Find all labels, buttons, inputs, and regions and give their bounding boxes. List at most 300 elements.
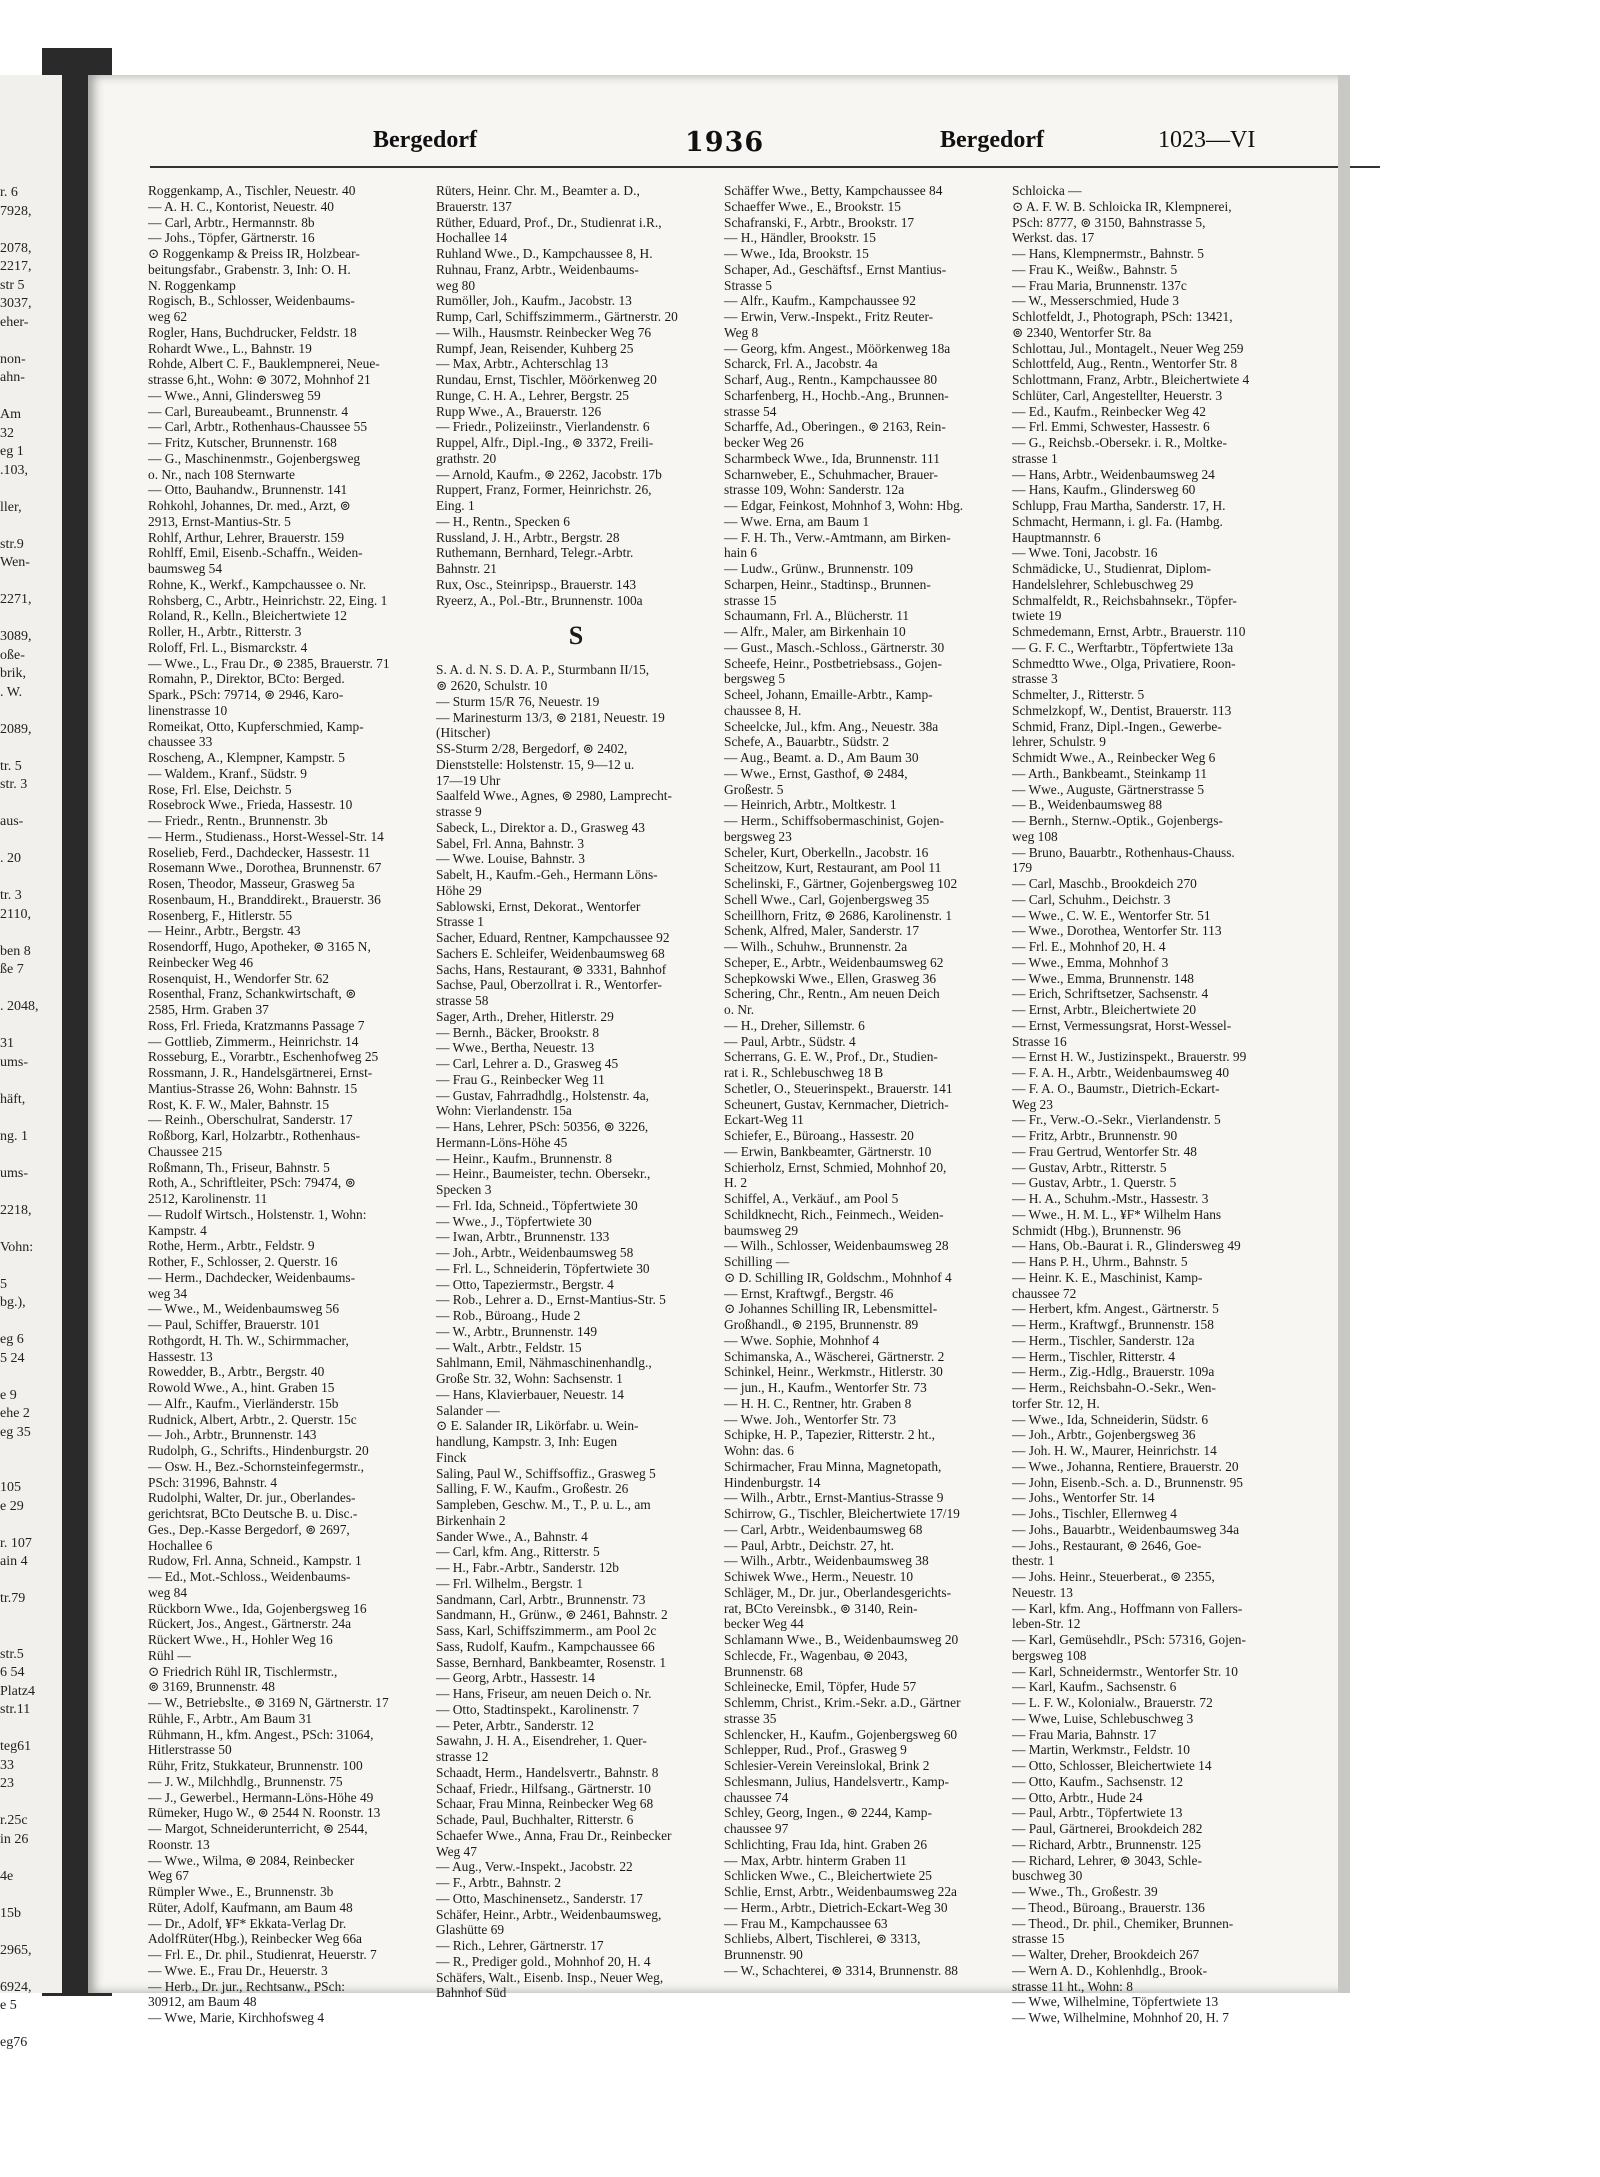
directory-entry: Rühle, F., Arbtr., Am Baum 31 [148, 1710, 313, 1726]
left-page-text-fragment: eg 35 [0, 1424, 31, 1440]
directory-entry: Sabeck, L., Direktor a. D., Grasweg 43 [436, 819, 645, 835]
left-page-text-fragment: ahn- [0, 370, 25, 385]
directory-entry: — Wilh., Arbtr., Weidenbaumsweg 38 [724, 1553, 929, 1569]
directory-entry: Rühl — [148, 1647, 191, 1663]
directory-entry: — Max, Arbtr., Achterschlag 13 [436, 356, 609, 372]
directory-entry: Strasse 16 [1012, 1033, 1067, 1049]
directory-entry: — Karl, Gemüsehdlr., PSch: 57316, Gojen- [1012, 1632, 1246, 1647]
directory-entry: Roßborg, Karl, Holzarbtr., Rothenhaus- [148, 1128, 361, 1143]
directory-entry: — Rob., Büroang., Hude 2 [436, 1308, 581, 1323]
directory-entry: — Carl, Bureaubeamt., Brunnenstr. 4 [148, 403, 349, 419]
directory-entry: Eckart-Weg 11 [724, 1112, 804, 1128]
directory-entry: weg 80 [436, 277, 476, 293]
directory-entry: strasse 35 [724, 1710, 777, 1726]
directory-entry: Schepkowski Wwe., Ellen, Grasweg 36 [724, 970, 937, 986]
directory-entry: ⊙ E. Salander IR, Likörfabr. u. Wein- [436, 1418, 639, 1434]
directory-entry: Scharpen, Heinr., Stadtinsp., Brunnen- [724, 576, 931, 592]
directory-entry: weg 34 [148, 1285, 188, 1301]
directory-entry: Rohde, Albert C. F., Bauklempnerei, Neue- [148, 356, 380, 372]
directory-entry: Sawahn, J. H. A., Eisendreher, 1. Quer- [436, 1733, 647, 1749]
directory-entry: Rohkohl, Johannes, Dr. med., Arzt, ⊚ [148, 498, 351, 513]
directory-entry: Schimanska, A., Wäscherei, Gärtnerstr. 2 [724, 1348, 945, 1364]
directory-entry: Schmädicke, U., Studienrat, Diplom- [1012, 561, 1211, 576]
directory-entry: — Heinr., Baumeister, techn. Obersekr., [436, 1166, 651, 1182]
directory-entry: lehrer, Schulstr. 9 [1012, 734, 1106, 750]
directory-entry: Scheillhorn, Fritz, ⊚ 2686, Karolinenstr. 1 [724, 907, 953, 923]
left-page-text-fragment: r. 107 [0, 1535, 32, 1551]
directory-entry: 2913, Ernst-Mantius-Str. 5 [148, 513, 291, 529]
directory-entry: bergsweg 23 [724, 828, 792, 844]
directory-entry: Roloff, Frl. L., Bismarckstr. 4 [148, 639, 308, 655]
directory-entry: — Johs., Restaurant, ⊚ 2646, Goe- [1012, 1537, 1202, 1553]
directory-entry: Rowold Wwe., A., hint. Graben 15 [148, 1380, 335, 1395]
directory-entry: — Erwin, Bankbeamter, Gärtnerstr. 10 [724, 1143, 932, 1159]
directory-entry: — Herm., Arbtr., Dietrich-Eckart-Weg 30 [724, 1899, 948, 1915]
directory-entry: ⊙ Roggenkamp & Preiss IR, Holzbear- [148, 246, 360, 261]
directory-entry: — Wwe. Toni, Jacobstr. 16 [1012, 545, 1158, 561]
directory-entry: Rohlff, Emil, Eisenb.-Schaffn., Weiden- [148, 545, 363, 561]
directory-entry: strasse 11 ht., Wohn: 8 [1012, 1978, 1133, 1994]
left-page-text-fragment: 2078, [0, 240, 32, 256]
directory-entry: — Wern A. D., Kohlenhdlg., Brook- [1012, 1962, 1208, 1978]
directory-entry: Glashütte 69 [436, 1922, 505, 1938]
directory-entry: Rosendorff, Hugo, Apotheker, ⊚ 3165 N, [148, 939, 371, 954]
directory-entry: Schlemm, Christ., Krim.-Sekr. a.D., Gärtner [724, 1695, 961, 1710]
left-page-text-fragment: eg 1 [0, 444, 24, 459]
directory-entry: baumsweg 29 [724, 1222, 799, 1238]
directory-entry: — G., Reichsb.-Obersekr. i. R., Moltke- [1012, 435, 1227, 450]
directory-entry: Rothe, Herm., Arbtr., Feldstr. 9 [148, 1238, 315, 1254]
directory-entry: linenstrasse 10 [148, 702, 228, 718]
directory-entry: Wohn: Vierlandenstr. 15a [436, 1103, 572, 1119]
directory-entry: Rosenberg, F., Hitlerstr. 55 [148, 907, 293, 923]
directory-entry: — G. F. C., Werftarbtr., Töpfertwiete 13a [1012, 639, 1234, 655]
directory-entry: Scharnweber, E., Schuhmacher, Brauer- [724, 466, 938, 482]
directory-entry: — Hans, Friseur, am neuen Deich o. Nr. [436, 1686, 652, 1701]
directory-entry: — Wwe. Erna, am Baum 1 [724, 513, 870, 529]
directory-entry: Neuestr. 13 [1012, 1584, 1073, 1600]
directory-entry: S. A. d. N. S. D. A. P., Sturmbann II/15, [436, 662, 650, 678]
directory-entry: — W., Schachterei, ⊚ 3314, Brunnenstr. 88 [724, 1962, 958, 1978]
directory-entry: — Ludw., Grünw., Brunnenstr. 109 [724, 561, 914, 576]
directory-entry: — Herm., Zig.-Hdlg., Brauerstr. 109a [1012, 1364, 1215, 1380]
directory-entry: Sander Wwe., A., Bahnstr. 4 [436, 1528, 588, 1544]
directory-entry: — Johs., Wentorfer Str. 14 [1012, 1490, 1155, 1506]
left-page-text-fragment: 32 [0, 425, 14, 441]
directory-entry: Rüter, Adolf, Kaufmann, am Baum 48 [148, 1899, 353, 1915]
directory-entry: Sampleben, Geschw. M., T., P. u. L., am [436, 1497, 651, 1512]
directory-entry: Hauptmannstr. 6 [1012, 529, 1101, 545]
directory-entry: Rückborn Wwe., Ida, Gojenbergsweg 16 [148, 1600, 367, 1616]
directory-entry: — Frl. Ida, Schneid., Töpfertwiete 30 [436, 1197, 638, 1213]
directory-entry: — Frau M., Kampchaussee 63 [724, 1915, 888, 1931]
directory-entry: Ryeerz, A., Pol.-Btr., Brunnenstr. 100a [436, 592, 643, 608]
directory-entry: — Heinrich, Arbtr., Moltkestr. 1 [724, 797, 897, 813]
directory-entry: ⊚ 2620, Schulstr. 10 [436, 678, 548, 693]
left-page-text-fragment: e 29 [0, 1498, 24, 1514]
directory-entry: strasse 109, Wohn: Sanderstr. 12a [724, 482, 905, 498]
directory-entry: Saalfeld Wwe., Agnes, ⊚ 2980, Lamprecht- [436, 788, 672, 804]
directory-entry: — Frau K., Weißw., Bahnstr. 5 [1012, 261, 1178, 277]
directory-entry: — Frl. Emmi, Schwester, Hassestr. 6 [1012, 419, 1210, 435]
directory-entry: Rudow, Frl. Anna, Schneid., Kampstr. 1 [148, 1553, 362, 1569]
directory-entry: Rohardt Wwe., L., Bahnstr. 19 [148, 340, 312, 356]
directory-entry: Roonstr. 13 [148, 1836, 210, 1852]
directory-entry: Schmidt Wwe., A., Reinbecker Weg 6 [1012, 750, 1216, 765]
directory-entry: Schlüter, Carl, Angestellter, Heuerstr. 3 [1012, 387, 1223, 403]
directory-entry: Rohne, K., Werkf., Kampchaussee o. Nr. [148, 576, 367, 592]
directory-entry: Sachs, Hans, Restaurant, ⊚ 3331, Bahnhof [436, 961, 667, 977]
left-page-text-fragment: Vohn: [0, 1239, 34, 1255]
directory-entry: — Aug., Beamt. a. D., Am Baum 30 [724, 750, 919, 765]
directory-entry: — Wilh., Schlosser, Weidenbaumsweg 28 [724, 1238, 949, 1254]
directory-entry: — Wwe., Th., Großestr. 39 [1012, 1884, 1158, 1899]
directory-entry: ⊚ 2340, Wentorfer Str. 8a [1012, 324, 1152, 340]
directory-entry: — F. H. Th., Verw.-Amtmann, am Birken- [724, 529, 951, 545]
left-page-text-fragment: in 26 [0, 1831, 29, 1847]
directory-entry: Rundau, Ernst, Tischler, Möörkenweg 20 [436, 372, 657, 387]
directory-entry: Hassestr. 13 [148, 1348, 213, 1364]
directory-entry: strasse 15 [724, 592, 777, 608]
directory-entry: Schaumann, Frl. A., Blücherstr. 11 [724, 608, 910, 624]
directory-entry: 2585, Hrm. Graben 37 [148, 1002, 269, 1017]
directory-entry: — Fr., Verw.-O.-Sekr., Vierlandenstr. 5 [1012, 1112, 1221, 1128]
directory-entry: — Theod., Dr. phil., Chemiker, Brunnen- [1012, 1915, 1234, 1931]
directory-entry: — Herb., Dr. jur., Rechtsanw., PSch: [148, 1978, 345, 1994]
directory-entry: Sandmann, H., Grünw., ⊚ 2461, Bahnstr. 2 [436, 1607, 668, 1623]
directory-entry: weg 108 [1012, 828, 1058, 844]
directory-entry: Schaar, Frau Minna, Reinbecker Weg 68 [436, 1796, 654, 1812]
directory-entry: — Heinr., Arbtr., Bergstr. 43 [148, 923, 301, 939]
directory-entry: Roland, R., Kelln., Bleichertwiete 12 [148, 608, 347, 624]
directory-entry: — Waldem., Kranf., Südstr. 9 [148, 765, 307, 781]
directory-entry: Scharfenberg, H., Hochb.-Ang., Brunnen- [724, 387, 949, 403]
directory-entry: Schlotfeldt, J., Photograph, PSch: 13421, [1012, 309, 1233, 324]
directory-entry: bergsweg 108 [1012, 1647, 1087, 1663]
directory-page [88, 75, 1350, 2025]
left-page-text-fragment: . 2048, [0, 999, 39, 1014]
directory-entry: Schmidt (Hbg.), Brunnenstr. 96 [1012, 1222, 1181, 1238]
directory-entry: Schlecde, Fr., Wagenbau, ⊚ 2043, [724, 1647, 908, 1663]
left-page-text-fragment: 2271, [0, 592, 32, 607]
directory-entry: — Frl. E., Dr. phil., Studienrat, Heuerstr. 7 [148, 1947, 377, 1962]
directory-entry: — Frau G., Reinbecker Weg 11 [436, 1071, 605, 1087]
directory-entry: — Wwe, Luise, Schlebuschweg 3 [1012, 1710, 1194, 1726]
directory-entry: Roller, H., Arbtr., Ritterstr. 3 [148, 624, 302, 639]
directory-entry: — F. A. O., Baumstr., Dietrich-Eckart- [1012, 1080, 1220, 1096]
directory-entry: Hermann-Löns-Höhe 45 [436, 1134, 568, 1150]
directory-entry: — Ed., Mot.-Schloss., Weidenbaums- [148, 1569, 351, 1584]
directory-entry: ⊙ D. Schilling IR, Goldschm., Mohnhof 4 [724, 1269, 952, 1285]
left-page-text-fragment: e 5 [0, 1998, 17, 2013]
directory-entry: Große Str. 32, Wohn: Sachsenstr. 1 [436, 1371, 623, 1386]
directory-entry: — Friedr., Rentn., Brunnenstr. 3b [148, 813, 328, 828]
directory-entry: Schmedtto Wwe., Olga, Privatiere, Roon- [1012, 655, 1236, 671]
directory-entry: Schäfer, Heinr., Arbtr., Weidenbaumsweg, [436, 1906, 662, 1922]
directory-entry: Schaeffer Wwe., E., Brookstr. 15 [724, 198, 901, 214]
directory-entry: — Rudolf Wirtsch., Holstenstr. 1, Wohn: [148, 1206, 367, 1222]
left-page-text-fragment: 2110, [0, 906, 31, 922]
directory-entry: Rogisch, B., Schlosser, Weidenbaums- [148, 293, 355, 309]
directory-entry: Rump, Carl, Schiffszimmerm., Gärtnerstr. 20 [436, 309, 678, 324]
directory-entry: strasse 3 [1012, 671, 1058, 687]
directory-entry: — Wwe., Anni, Glindersweg 59 [148, 387, 321, 403]
directory-entry: Roscheng, A., Klempner, Kampstr. 5 [148, 750, 345, 765]
directory-entry: Schmedemann, Ernst, Arbtr., Brauerstr. 110 [1012, 624, 1246, 639]
directory-entry: — Wwe., Ida, Brookstr. 15 [724, 246, 869, 261]
directory-entry: — Hans, Klavierbauer, Neuestr. 14 [436, 1386, 624, 1402]
directory-entry: Höhe 29 [436, 882, 482, 898]
directory-entry: — Wwe., H. M. L., ¥F* Wilhelm Hans [1012, 1206, 1222, 1222]
directory-entry: — Karl, Schneidermstr., Wentorfer Str. 10 [1012, 1663, 1238, 1679]
directory-entry: Weg 47 [436, 1843, 477, 1859]
directory-entry: Rudolph, G., Schrifts., Hindenburgstr. 20 [148, 1443, 369, 1458]
directory-entry: Russland, J. H., Arbtr., Bergstr. 28 [436, 529, 620, 545]
left-page-text-fragment: ehe 2 [0, 1406, 30, 1421]
directory-entry: Schaaf, Friedr., Hilfsang., Gärtnerstr. 10 [436, 1780, 651, 1796]
left-page-text-fragment: ums- [0, 1165, 28, 1181]
directory-entry: weg 62 [148, 309, 188, 324]
left-page-text-fragment: 15b [0, 1905, 21, 1921]
directory-entry: handlung, Kampstr. 3, Inh: Eugen [436, 1434, 618, 1449]
directory-entry: — Johs., Tischler, Ellernweg 4 [1012, 1506, 1177, 1521]
left-page-text-fragment: 2217, [0, 259, 32, 274]
directory-entry: — Karl, Kaufm., Sachsenstr. 6 [1012, 1679, 1177, 1695]
directory-entry: — Wwe. Joh., Wentorfer Str. 73 [724, 1411, 897, 1427]
directory-entry: — Gustav, Arbtr., 1. Querstr. 5 [1012, 1175, 1177, 1191]
directory-entry: Rumpf, Jean, Reisender, Kuhberg 25 [436, 340, 634, 356]
directory-entry: — Gustav, Fahrradhdlg., Holstenstr. 4a, [436, 1087, 649, 1103]
directory-entry: Rowedder, B., Arbtr., Bergstr. 40 [148, 1364, 325, 1380]
directory-entry: — Hans, Lehrer, PSch: 50356, ⊚ 3226, [436, 1119, 649, 1134]
directory-entry: Ruppel, Alfr., Dipl.-Ing., ⊚ 3372, Freili- [436, 435, 654, 450]
directory-entry: — Otto, Stadtinspekt., Karolinenstr. 7 [436, 1701, 640, 1717]
directory-entry: Rost, K. F. W., Maler, Bahnstr. 15 [148, 1096, 330, 1112]
left-page-text-fragment: häft, [0, 1091, 26, 1107]
directory-entry: — H., Dreher, Sillemstr. 6 [724, 1017, 865, 1033]
directory-entry: Rümeker, Hugo W., ⊚ 2544 N. Roonstr. 13 [148, 1805, 381, 1821]
directory-entry: PSch: 31996, Bahnstr. 4 [148, 1474, 278, 1490]
directory-entry: Schlupp, Frau Martha, Sanderstr. 17, H. [1012, 498, 1226, 513]
left-page-text-fragment: 6 54 [0, 1665, 25, 1680]
directory-entry: Rossmann, J. R., Handelsgärtnerei, Ernst- [148, 1065, 373, 1080]
directory-entry: Schmelzkopf, W., Dentist, Brauerstr. 113 [1012, 702, 1232, 718]
directory-entry: H. 2 [724, 1175, 748, 1191]
directory-entry: — H., Händler, Brookstr. 15 [724, 230, 876, 246]
directory-entry: Runge, C. H. A., Lehrer, Bergstr. 25 [436, 387, 629, 403]
directory-entry: Scharffe, Ad., Oberingen., ⊚ 2163, Rein- [724, 419, 946, 435]
directory-entry: Schäfers, Walt., Eisenb. Insp., Neuer Weg, [436, 1969, 664, 1985]
directory-entry: — Ernst, Arbtr., Bleichertwiete 20 [1012, 1002, 1197, 1017]
directory-entry: bergsweg 5 [724, 671, 786, 687]
directory-column-3 [724, 183, 1004, 1978]
directory-entry: grathstr. 20 [436, 450, 497, 466]
directory-entry: — Theod., Büroang., Brauerstr. 136 [1012, 1899, 1205, 1915]
directory-entry: — Joh. H. W., Maurer, Heinrichstr. 14 [1012, 1443, 1217, 1458]
directory-entry: Schipke, H. P., Tapezier, Ritterstr. 2 ht., [724, 1427, 936, 1443]
directory-entry: Schäffer Wwe., Betty, Kampchaussee 84 [724, 183, 943, 198]
directory-entry: — Wwe, Wilhelmine, Töpfertwiete 13 [1012, 1994, 1219, 2010]
directory-entry: Brunnenstr. 68 [724, 1663, 803, 1679]
directory-entry: 2512, Karolinenstr. 11 [148, 1191, 268, 1206]
directory-entry: Schafranski, F., Arbtr., Brookstr. 17 [724, 214, 915, 230]
left-page-text-fragment: Am [0, 407, 21, 422]
directory-entry: Rosenquist, H., Wendorfer Str. 62 [148, 970, 329, 986]
directory-entry: Schilling — [724, 1254, 790, 1269]
directory-entry: — Frl. E., Mohnhof 20, H. 4 [1012, 939, 1166, 954]
directory-entry: Schmalfeldt, R., Reichsbahnsekr., Töpfer- [1012, 592, 1237, 608]
directory-entry: — Carl, Arbtr., Weidenbaumsweg 68 [724, 1521, 923, 1537]
header-right-town: Bergedorf [940, 127, 1044, 153]
directory-entry: Schley, Georg, Ingen., ⊚ 2244, Kamp- [724, 1805, 932, 1821]
left-page-text-fragment: bg.), [0, 1295, 26, 1310]
directory-entry: — F. A. H., Arbtr., Weidenbaumsweg 40 [1012, 1065, 1230, 1080]
directory-entry: — W., Betriebslte., ⊚ 3169 N, Gärtnerstr. 17 [148, 1695, 389, 1710]
directory-entry: — Richard, Arbtr., Brunnenstr. 125 [1012, 1836, 1201, 1852]
directory-entry: Schelinski, F., Gärtner, Gojenbergsweg 102 [724, 876, 958, 891]
directory-entry: — Wwe, Wilhelmine, Mohnhof 20, H. 7 [1012, 2010, 1229, 2025]
directory-entry: — Georg, kfm. Angest., Möörkenweg 18a [724, 340, 951, 356]
directory-entry: — Georg, Arbtr., Hassestr. 14 [436, 1670, 595, 1686]
directory-entry: — Frau Maria, Bahnstr. 17 [1012, 1726, 1157, 1742]
directory-entry: — Carl, Arbtr., Hermannstr. 8b [148, 214, 315, 230]
directory-entry: — Wwe. Louise, Bahnstr. 3 [436, 851, 585, 867]
directory-entry: Schaper, Ad., Geschäftsf., Ernst Mantius- [724, 261, 947, 277]
directory-entry: Rückert, Jos., Angest., Gärtnerstr. 24a [148, 1616, 352, 1632]
directory-entry: Schlottmann, Franz, Arbtr., Bleichertwiete 4 [1012, 372, 1250, 387]
directory-entry: — Carl, Schuhm., Deichstr. 3 [1012, 891, 1171, 907]
directory-entry: — H. H. C., Rentner, htr. Graben 8 [724, 1395, 912, 1411]
directory-entry: Schering, Chr., Rentn., Am neuen Deich [724, 986, 940, 1002]
left-page-text-fragment: eg76 [0, 2035, 28, 2050]
directory-entry: — Wwe., Ernst, Gasthof, ⊚ 2484, [724, 765, 908, 781]
directory-entry: Hochallee 6 [148, 1537, 213, 1553]
left-page-text-fragment: brik, [0, 666, 27, 681]
directory-entry: Wohn: das. 6 [724, 1443, 794, 1458]
left-page-text-fragment: 33 [0, 1757, 14, 1773]
directory-entry: — Herm., Tischler, Ritterstr. 4 [1012, 1348, 1176, 1364]
directory-entry: — Carl, Maschb., Brookdeich 270 [1012, 876, 1197, 891]
directory-entry: Rüters, Heinr. Chr. M., Beamter a. D., [436, 183, 640, 198]
directory-entry: Ges., Dep.-Kasse Bergedorf, ⊚ 2697, [148, 1521, 350, 1537]
directory-entry: Salling, F. W., Kaufm., Großestr. 26 [436, 1481, 629, 1497]
directory-entry: Sass, Karl, Schiffszimmerm., am Pool 2c [436, 1623, 657, 1638]
directory-entry: — Otto, Bauhandw., Brunnenstr. 141 [148, 482, 348, 498]
directory-entry: — Wwe., M., Weidenbaumsweg 56 [148, 1301, 340, 1317]
left-page-text-fragment: ain 4 [0, 1554, 28, 1569]
directory-entry: SS-Sturm 2/28, Bergedorf, ⊚ 2402, [436, 741, 628, 756]
directory-entry: — Gottlieb, Zimmerm., Heinrichstr. 14 [148, 1033, 359, 1049]
directory-entry: — B., Weidenbaumsweg 88 [1012, 797, 1163, 813]
directory-entry: — F., Arbtr., Bahnstr. 2 [436, 1875, 562, 1890]
directory-entry: — Heinr. K. E., Maschinist, Kamp- [1012, 1269, 1203, 1285]
directory-entry: gerichtsrat, BCto Deutsche B. u. Disc.- [148, 1506, 358, 1521]
directory-entry: — Wwe., Johanna, Rentiere, Brauerstr. 20 [1012, 1458, 1239, 1474]
directory-entry: — Herm., Schiffsobermaschinist, Gojen- [724, 813, 944, 828]
left-page-text-fragment: 5 [0, 1276, 7, 1292]
directory-entry: ⊚ 3169, Brunnenstr. 48 [148, 1679, 275, 1695]
directory-entry: — Paul, Gärtnerei, Brookdeich 282 [1012, 1821, 1203, 1836]
directory-entry: — Richard, Lehrer, ⊚ 3043, Schle- [1012, 1852, 1202, 1868]
directory-entry: Schläger, M., Dr. jur., Oberlandesgerichts- [724, 1584, 952, 1600]
directory-entry: Rosenbaum, H., Branddirekt., Brauerstr. 36 [148, 891, 381, 907]
directory-entry: — Max, Arbtr. hinterm Graben 11 [724, 1852, 907, 1868]
directory-entry: Handelslehrer, Schlebuschweg 29 [1012, 576, 1194, 592]
directory-entry: Sass, Rudolf, Kaufm., Kampchaussee 66 [436, 1638, 655, 1654]
directory-entry: Schirrow, G., Tischler, Bleichertwiete 17/19 [724, 1506, 960, 1521]
directory-entry: Schinkel, Heinr., Werkmstr., Hitlerstr. 30 [724, 1364, 943, 1380]
directory-entry: Rohsberg, C., Arbtr., Heinrichstr. 22, Eing. 1 [148, 592, 388, 608]
directory-entry: Rothgordt, H. Th. W., Schirmmacher, [148, 1332, 349, 1348]
directory-entry: Großhandl., ⊚ 2195, Brunnenstr. 89 [724, 1317, 919, 1332]
left-page-text-fragment: r.25c [0, 1813, 28, 1828]
directory-entry: baumsweg 54 [148, 561, 223, 576]
directory-entry: — Johs., Töpfer, Gärtnerstr. 16 [148, 230, 315, 246]
directory-entry: Schildknecht, Rich., Feinmech., Weiden- [724, 1206, 944, 1222]
directory-entry: strasse 1 [1012, 450, 1058, 466]
directory-entry: Rumöller, Joh., Kaufm., Jacobstr. 13 [436, 293, 632, 309]
directory-entry: — Paul, Arbtr., Südstr. 4 [724, 1033, 856, 1049]
directory-entry: — Otto, Tapeziermstr., Bergstr. 4 [436, 1276, 614, 1292]
directory-entry: — Reinh., Oberschulrat, Sanderstr. 17 [148, 1112, 353, 1128]
directory-entry: Schiffel, A., Verkäuf., am Pool 5 [724, 1191, 899, 1206]
directory-entry: — Wilh., Schuhw., Brunnenstr. 2a [724, 939, 908, 954]
directory-entry: Rux, Osc., Steinripsp., Brauerstr. 143 [436, 576, 637, 592]
left-page-text-fragment: .103, [0, 462, 28, 478]
section-letter: S [568, 621, 584, 651]
directory-entry: Dienststelle: Holstenstr. 15, 9—12 u. [436, 756, 635, 772]
directory-entry: Schmelter, J., Ritterstr. 5 [1012, 687, 1145, 702]
left-page-text-fragment: tr.79 [0, 1591, 26, 1606]
directory-entry: — Gust., Masch.-Schloss., Gärtnerstr. 30 [724, 639, 945, 655]
directory-entry: — Hans, Ob.-Baurat i. R., Glindersweg 49 [1012, 1238, 1241, 1254]
directory-entry: Schliebs, Albert, Tischlerei, ⊚ 3313, [724, 1931, 921, 1947]
header-left-town: Bergedorf [373, 127, 477, 153]
left-page-text-fragment: tr. 3 [0, 888, 22, 903]
directory-entry: — Wilh., Arbtr., Ernst-Mantius-Strasse 9 [724, 1490, 944, 1506]
left-page-text-fragment: str.11 [0, 1702, 31, 1717]
directory-entry: — Rob., Lehrer a. D., Ernst-Mantius-Str. 5 [436, 1292, 666, 1308]
directory-entry: Strasse 1 [436, 914, 484, 930]
directory-entry: ⊙ A. F. W. B. Schloicka IR, Klempnerei, [1012, 198, 1232, 214]
left-page-text-fragment: 3089, [0, 629, 32, 644]
directory-entry: — Edgar, Feinkost, Mohnhof 3, Wohn: Hbg. [724, 498, 964, 513]
directory-entry: — H., Rentn., Specken 6 [436, 513, 570, 529]
directory-entry: — Marinesturm 13/3, ⊚ 2181, Neuestr. 19 [436, 709, 665, 725]
directory-entry: Rümpler Wwe., E., Brunnenstr. 3b [148, 1884, 334, 1899]
directory-entry: strasse 9 [436, 804, 482, 819]
directory-entry: — Wwe. E., Frau Dr., Heuerstr. 3 [148, 1962, 328, 1978]
directory-entry: — J., Gewerbel., Hermann-Löns-Höhe 49 [148, 1789, 374, 1805]
left-page-text-fragment: ums- [0, 1054, 28, 1070]
left-page-text-fragment: ng. 1 [0, 1128, 28, 1144]
directory-entry: — Herm., Dachdecker, Weidenbaums- [148, 1269, 356, 1285]
directory-entry: Schmid, Franz, Dipl.-Ingen., Gewerbe- [1012, 718, 1222, 734]
directory-entry: Scheelcke, Jul., kfm. Ang., Neuestr. 38a [724, 718, 939, 734]
directory-entry: — Alfr., Maler, am Birkenhain 10 [724, 624, 906, 639]
directory-entry: — Wwe., Emma, Brunnenstr. 148 [1012, 970, 1194, 986]
directory-entry: Schetler, O., Steuerinspekt., Brauerstr. 141 [724, 1080, 953, 1096]
directory-entry: Ruppert, Franz, Former, Heinrichstr. 26, [436, 482, 652, 498]
directory-entry: Chaussee 215 [148, 1143, 223, 1159]
header-rule [150, 166, 1380, 168]
directory-entry: weg 84 [148, 1584, 188, 1600]
directory-entry: Rother, F., Schlosser, 2. Querstr. 16 [148, 1254, 338, 1269]
directory-entry: — Dr., Adolf, ¥F* Ekkata-Verlag Dr. [148, 1915, 347, 1931]
directory-entry: — R., Prediger gold., Mohnhof 20, H. 4 [436, 1953, 651, 1969]
directory-entry: — H. A., Schuhm.-Mstr., Hassestr. 3 [1012, 1191, 1209, 1206]
left-page-text-fragment: 3037, [0, 296, 32, 311]
